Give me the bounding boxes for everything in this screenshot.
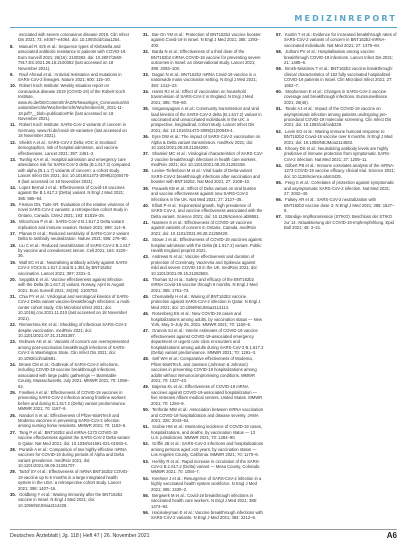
reference-text: Tartof SY et al.: Effectiveness of mRNA BNT162b2 COVID-19 vaccine up to 6 months in a large integrated health system in the USA: a retrospective cohort study. Lancet 2021; 398: 1407–16. xyxy=(18,469,129,491)
reference-text: Barda N et al.: Effectiveness of a third dose of the BNT162b2 mRNA COVID-19 vaccine for preventing severe outcomes in Israel: an observational study. Lancet 2021; 398: 2093–100. xyxy=(151,49,261,71)
reference-number: 23. xyxy=(10,339,16,345)
reference-text: Mlcochova P et al.: SARS-CoV-2 B.1.617.2 Delta variant replication and immune evasion. Nature 2021; 599: 114–9. xyxy=(18,219,127,230)
reference-text: Falsey AR et al.: SARS-CoV-2 neutralization with BNT162b2 vaccine dose 3. N Engl J Med 2021; 385: 1627–9. xyxy=(284,197,395,214)
reference-entry xyxy=(143,356,264,383)
reference-text: Scobie HM et al.: Monitoring incidence of COVID-19 cases, hospitalizations, and deaths, by vaccination status — 13 U.S. jurisdictions. MMWR 2021; 70: 1284–90. xyxy=(151,424,263,441)
reference-number: 21. xyxy=(10,294,16,299)
reference-text: Twohig KA et al.: Hospital admission and emergency care attendance risk for SARS-CoV-2 delta (B.1.617.2) compared with alpha (B.1.1.7) variants of concern: a cohort study. Lancet Infect Dis 2021; doi: 10.1016/S1473-3099(21)00475-8 (last accessed on 18 November 2021). xyxy=(18,156,130,184)
reference-entry xyxy=(143,89,264,105)
reference-entry xyxy=(10,44,131,71)
reference-entry xyxy=(10,260,131,276)
reference-number: 54. xyxy=(143,475,149,481)
reference-number: 45. xyxy=(143,294,149,299)
reference-entry xyxy=(143,493,264,509)
reference-entry xyxy=(143,407,264,423)
reference-entry xyxy=(143,134,264,150)
reference-entry xyxy=(143,510,264,521)
reference-number: 42. xyxy=(143,237,149,243)
reference-text: Khoury DS et al.: Neutralizing antibody levels are highly predictive of immune protection from symptomatic SARS-CoV-2 infection. Nat Med 2021; 27: 1205–11. xyxy=(284,145,391,162)
reference-entry xyxy=(143,384,264,406)
reference-text: Gilbert PB et al.: Immune correlates analysis of the mRNA-1273 COVID-19 vaccine efficacy clinical trial. Science 2021; doi: 10.1126/science.abm3425. xyxy=(284,163,395,179)
reference-list xyxy=(10,32,397,525)
reference-text: Chemaitelly H et al.: Waning of BNT162b2 vaccine protection against SARS-CoV-2 infection in Qatar. N Engl J Med 2021; doi: 10.1056/NEJMoa2114114. xyxy=(151,294,261,310)
reference-number: 13. xyxy=(10,156,16,162)
reference-number: 25. xyxy=(10,389,16,395)
reference-text: ssociated with severe coronavirus disease 2019. Clin Infect Dis 2021; 73: e4057–e4064. doi: 10.1093/cid/ciaa1254. xyxy=(18,32,130,43)
reference-text: Fowlkes A et al.: Effectiveness of COVID-19 vaccines in preventing SARS-CoV-2 infection among frontline workers before and during B.1.617.2 (Delta) variant predominance. MMWR 2021; 70: 1167–9. xyxy=(18,389,127,412)
reference-number: 48. xyxy=(143,356,149,362)
reference-number: 22. xyxy=(10,322,16,328)
reference-entry xyxy=(10,72,131,83)
reference-entry xyxy=(276,163,397,179)
reference-number: 18. xyxy=(10,242,16,248)
reference-number: 32. xyxy=(143,49,149,55)
reference-number: 44. xyxy=(143,276,149,282)
reference-text: Fisman DN, Tuite AR: Evaluation of the relative virulence of novel SARS-CoV-2 variants: a retrospective cohort study in Ontario, Canada. CMAJ 2021; 193: E1619–25. xyxy=(18,201,130,218)
section-label: MEDIZINREPORT xyxy=(294,14,397,23)
reference-number: 28. xyxy=(10,446,16,452)
reference-number: 14. xyxy=(10,184,16,190)
reference-entry xyxy=(276,49,397,65)
reference-text: Kustin T et al.: Evidence for increased breakthrough rates of SARS-CoV-2 variants of concern in BNT162b2-mRNA-vaccinated individuals. Nat Med 2021; 27: 1379–84. xyxy=(284,32,397,48)
reference-entry xyxy=(10,83,131,121)
reference-entry xyxy=(143,476,264,492)
reference-text: Grannis SJ et al.: Interim estimates of COVID-19 vaccine effectiveness against COVID-19-associated emergency department or urgent care clinic encounters and hospitalizations among adults during SARS-CoV-2 B.1.617.2 (Delta) variant predominance. MMWR 2021; 70: 1291–3. xyxy=(151,328,264,356)
reference-number: 58. xyxy=(276,49,282,55)
reference-entry xyxy=(143,32,264,48)
reference-text: Chia PY et al.: Virological and serological kinetics of SARS-CoV-2 Delta variant vaccine-breakthrough infections: a multi-center cohort study. Clin Microbiol Infect 2021; doi: 10.1016/j.cmi.2021.11.010 (last accessed on 18 November 2021). xyxy=(18,294,131,321)
reference-number: 10. xyxy=(10,83,16,89)
reference-text: Keehner J et al.: Resurgence of SARS-CoV-2 infection in a highly vaccinated health system workforce. N Engl J Med 2021; 385: 1330–2. xyxy=(151,475,262,492)
reference-text: Seppälä E et al.: Vaccine effectiveness against infection with the Delta (B.1.617.2) variant, Norway, April to August 2021. Euro Surveill 2021; 26(35): 2100793. xyxy=(18,276,125,293)
reference-text: Rosenberg ES et al.: New COVID-19 cases and hospitalizations among adults, by vaccination status — New York, May 3–July 25, 2021. MMWR 2021; 70: 1150–5. xyxy=(151,311,263,328)
reference-number: 38. xyxy=(143,168,149,174)
reference-text: Lopez Bernal J et al.: Effectiveness of Covid-19 vaccines against the B.1.617.2 (Delta) variant. N Engl J Med 2021; 385: 585–94. xyxy=(18,184,125,201)
reference-number: 35. xyxy=(143,106,149,112)
reference-text: Eyre DW et al.: The impact of SARS-CoV-2 vaccination on Alpha & Delta variant transmission. medRxiv 2021; doi: 10.1101/2021.09.28.21264260. xyxy=(151,134,261,151)
reference-number: 19. xyxy=(10,259,16,265)
reference-entry xyxy=(143,424,264,440)
reference-number: 47. xyxy=(143,328,149,334)
journal-citation: Deutsches Ärzteblatt | Jg. 118 | Heft 47 | 26. November 2021 xyxy=(10,533,150,539)
reference-number: 41. xyxy=(143,219,149,225)
reference-entry xyxy=(143,441,264,457)
reference-number: 17. xyxy=(10,230,16,236)
reference-number: 64. xyxy=(276,163,282,168)
reference-number: 65. xyxy=(276,180,282,186)
reference-entry xyxy=(143,254,264,276)
reference-entry xyxy=(143,237,264,253)
reference-entry xyxy=(143,203,264,219)
reference-number: 43. xyxy=(143,254,149,260)
reference-entry xyxy=(143,294,264,310)
reference-entry xyxy=(143,72,264,88)
reference-number: 34. xyxy=(143,88,149,94)
reference-text: Nanduri S et al.: Effectiveness of Pfizer-BioNTech and Moderna vaccines in preventing SARS-CoV-2 infection among nursing home residents. MMWR 2021; 70: 1163–6. xyxy=(18,412,127,429)
reference-text: Bajema KL et al.: Effectiveness of COVID-19 mRNA vaccines against COVID-19-associated hospitalization — five Veterans Affairs medical centers, United States. MMWR 2021; 70: 1294–9. xyxy=(151,384,263,406)
reference-number: 50. xyxy=(143,407,149,413)
reference-text: Puranik A et al.: Comparison of two highly-effective mRNA vaccines for COVID-19 during periods of Alpha and Delta variant prevalence. medRxiv 2021; doi: 10.1101/2021.08.06.21261707. xyxy=(18,446,127,469)
reference-text: Rauf Ahmad et al.: Antiviral resistance and mutations in SARS-CoV-2 lineages. Nature 2021; 600: 115–20. xyxy=(18,71,122,83)
reference-number: 15. xyxy=(10,201,16,207)
reference-entry xyxy=(10,413,131,429)
reference-entry xyxy=(276,180,397,196)
reference-text: Tenforde MW et al.: Association between mRNA vaccination and COVID-19 hospitalization and disease severity. JAMA 2021; 326: 2043–54. xyxy=(151,407,264,423)
reference-number: 53. xyxy=(143,458,149,464)
reference-number: 16. xyxy=(10,219,16,225)
reference-entry xyxy=(10,122,131,138)
reference-entry xyxy=(143,277,264,293)
reference-number: 11. xyxy=(10,122,16,128)
reference-text: Griffin JB et al.: SARS-CoV-2 infections and hospitalizations among persons aged ≥16 years, by vaccination status — Los Angeles County, California. MMWR 2021; 70: 1170–6. xyxy=(151,441,264,458)
reference-number: 46. xyxy=(143,311,149,317)
reference-text: Feng S et al.: Correlates of protection against symptomatic and asymptomatic SARS-CoV-2 infection. Nat Med 2021; 27: 2032–40. xyxy=(284,180,395,197)
reference-text: Bergwerk M et al.: Covid-19 breakthrough infections in vaccinated health care workers. N Engl J Med 2021; 385: 1474–84. xyxy=(151,492,258,509)
reference-entry xyxy=(143,168,264,184)
reference-text: Brosh-Nissimov T et al.: BNT162b2 vaccine breakthrough: clinical characteristics of 152 fully vaccinated hospitalized COVID-19 patients in Israel. Clin Microbiol Infect 2021; 27: 1652–7. xyxy=(284,66,394,88)
reference-entry xyxy=(143,311,264,327)
reference-number: 24. xyxy=(10,361,16,367)
page-number: A6 xyxy=(386,531,397,540)
reference-text: Tande AJ et al.: Impact of the COVID-19 vaccine on asymptomatic infection among patients undergoing pre-procedural COVID-19 molecular screening. Clin Infect Dis 2021; doi: 10.1093/cid/ciab229. xyxy=(284,106,392,128)
reference-number: 52. xyxy=(143,441,149,447)
reference-entry xyxy=(276,129,397,145)
reference-text: Robert Koch Institute: SARS-CoV-2 variants of concern in Germany. www.rki.de/covid-19-varianten (last accessed on 18 November 2021). xyxy=(18,122,127,139)
reference-entry xyxy=(10,294,131,321)
reference-text: Planas D et al.: Reduced sensitivity of SARS-CoV-2 variant Delta to antibody neutralization. Nature 2021; 596: 276–80. xyxy=(18,230,129,242)
reference-text: Pouwels KB et al.: Effect of Delta variant on viral burden and vaccine effectiveness against new SARS-CoV-2 infections in the UK. Nat Med 2021; 27: 2127–35. xyxy=(151,185,257,202)
reference-number: 61. xyxy=(276,106,282,112)
reference-entry xyxy=(143,220,264,236)
reference-number: 56. xyxy=(143,509,149,515)
reference-text: Robert Koch Institute: Weekly situation report on coronavirus disease 2019 (COVID-19) of the Robert Koch Institute, www.rki.de/DE/Content/InfAZ/N/Neuartiges_Coronavirus/Situationsberichte/Wochenbericht/Wochenbericht_2021-11-18.pdf?__blob=publicationFile (last accessed on 18 November 2021). xyxy=(18,83,129,122)
reference-text: Levin EG et al.: Waning immune humoral response to BNT162b2 Covid-19 vaccine over 6 months. N Engl J Med 2021; doi: 10.1056/NEJMoa2114583. xyxy=(284,128,393,145)
reference-text: Herlihy R et al.: Rapid increase in circulation of the SARS-CoV-2 B.1.617.2 (Delta) variant — Mesa County, Colorado. MMWR 2021; 70: 1084–7. xyxy=(151,458,261,475)
reference-number: 67. xyxy=(276,214,282,220)
reference-entry xyxy=(276,66,397,88)
reference-number: 33. xyxy=(143,71,149,77)
reference-text: Nasreen S et al.: Effectiveness of COVID-19 vaccines against variants of concern in Ontario, Canada. medRxiv 2021; doi: 10.1101/2021.06.28.21259420. xyxy=(151,219,256,236)
reference-number: 40. xyxy=(143,202,149,208)
reference-number: 9. xyxy=(10,71,14,77)
reference-entry xyxy=(143,459,264,475)
reference-number: 62. xyxy=(276,128,282,134)
reference-number: 12. xyxy=(10,139,16,145)
reference-text: Manuel R. Erb et al.: Sequence types of Klebsiella and associated antibiotic resistance in patients with COVID-19. Euro Surveill 2021; 26(16): 2100382. doi: 10.2807/1560-7917.ES.2021.26.16.2100382 (last accessed on 18 November 2021). xyxy=(18,43,127,71)
reference-text: Ständige Impfkommission (STIKO): Beschluss der STIKO zur 14. Aktualisierung der COVID-19-Impfempfehlung. Epid Bull 2021; 48: 3–21. xyxy=(284,214,394,231)
reference-entry xyxy=(143,328,264,355)
reference-entry xyxy=(10,219,131,230)
reference-entry xyxy=(276,32,397,48)
reference-entry xyxy=(10,140,131,156)
reference-entry xyxy=(276,89,397,105)
reference-text: Sheikh A et al.: SARS-CoV-2 Delta VOC in Scotland: demographics, risk of hospital admission, and vaccine effectiveness. Lancet 2021; 397: 2461–2. xyxy=(18,139,119,156)
reference-text: Juthani PV et al.: Hospitalisation among vaccine breakthrough COVID-19 infections. Lancet Infect Dis 2021; 21: 1485–6. xyxy=(284,49,394,66)
reference-number: 57. xyxy=(276,32,282,37)
reference-number: 8. xyxy=(10,43,14,49)
reference-number: 27. xyxy=(10,429,16,435)
reference-number: 39. xyxy=(143,185,149,191)
reference-text: Riemersma KK et al.: Shedding of infectious SARS-CoV-2 despite vaccination. medRxiv 2021; doi: 10.1101/2021.07.31.21261387. xyxy=(18,322,127,338)
reference-entry xyxy=(10,469,131,491)
reference-entry xyxy=(10,157,131,184)
reference-entry xyxy=(10,243,131,259)
reference-entry xyxy=(276,146,397,162)
reference-number: 31. xyxy=(143,32,149,37)
reference-entry xyxy=(10,362,131,389)
reference-entry xyxy=(276,106,397,128)
reference-entry xyxy=(10,185,131,201)
reference-entry xyxy=(10,202,131,218)
reference-number: 30. xyxy=(10,492,16,498)
reference-text: Self WH et al.: Comparative effectiveness of Moderna, Pfizer-BioNTech, and Janssen (Johnson & Johnson) vaccines in preventing COVID-19 hospitalizations among adults without immunocompromising conditions. MMWR 2021; 70: 1337–43. xyxy=(151,356,257,384)
reference-number: 26. xyxy=(10,412,16,418)
reference-text: Stephenson E et al.: Changes in SARS-CoV-2 vaccine coverage and breakthrough infections. Eurosurveillance 2021; 26(46). xyxy=(284,88,388,105)
reference-text: Brown CM et al.: Outbreak of SARS-CoV-2 infections, including COVID-19 vaccine breakthrough infections, associated with large public gatherings — Barnstable County, Massachusetts, July 2021. MMWR 2021; 70: 1059–62. xyxy=(18,361,130,389)
reference-entry xyxy=(10,390,131,412)
footer-divider xyxy=(10,529,397,530)
reference-number: 66. xyxy=(276,197,282,203)
reference-text: Singanayagam A et al.: Community transmission and viral load kinetics of the SARS-CoV-2 delta (B.1.617.2) variant in vaccinated and unvaccinated individuals in the UK: a prospective, longitudinal, cohort study. Lancet Infect Dis 2021; doi: 10.1016/S1473-3099(21)00648-4. xyxy=(151,106,262,133)
reference-entry xyxy=(276,197,397,213)
reference-text: Andrews N et al.: Vaccine effectiveness and duration of protection of Comirnaty, Vaxzevria and Spikevax against mild and severe COVID-19 in the UK. medRxiv 2021; doi: 10.1101/2021.09.15.21263583. xyxy=(151,254,258,276)
reference-entry xyxy=(143,106,264,133)
reference-number: 63. xyxy=(276,145,282,151)
reference-number: 60. xyxy=(276,88,282,94)
reference-entry xyxy=(143,151,264,167)
reference-text: Wall EC et al.: Neutralising antibody activity against SARS-CoV-2 VOCs B.1.617.2 and B.1.351 by BNT162b2 vaccination. Lancet 2021; 397: 2331–3. xyxy=(18,259,129,276)
reference-text: Goldberg Y et al.: Waning immunity after the BNT162b2 vaccine in Israel. N Engl J Med 2021; doi: 10.1056/NEJMoa2114228. xyxy=(18,492,123,508)
reference-text: Levine-Tiefenbrun M et al.: Viral loads of Delta-variant SARS-CoV-2 breakthrough infections after vaccination and booster with BNT162b2. Nat Med 2021; 27: 2108–10. xyxy=(151,168,260,185)
reference-number: 59. xyxy=(276,66,282,72)
reference-entry xyxy=(10,339,131,361)
reference-entry xyxy=(10,231,131,242)
reference-entry xyxy=(143,186,264,202)
reference-entry xyxy=(143,49,264,71)
reference-number: 55. xyxy=(143,492,149,498)
reference-entry xyxy=(10,322,131,338)
reference-entry xyxy=(10,447,131,469)
reference-number: 49. xyxy=(143,384,149,390)
reference-text: Tang P et al.: BNT162b2 and mRNA-1273 COVID-19 vaccine effectiveness against the SARS-CoV-2 Delta variant in Qatar. Nat Med 2021; doi: 10.1038/s41591-021-01583-4. xyxy=(18,429,130,446)
header-divider xyxy=(10,27,397,28)
reference-entry xyxy=(10,430,131,446)
reference-text: Liu C et al.: Reduced neutralization of SARS-CoV-2 B.1.617 by vaccine and convalescent serum. Cell 2021; 184: 4220–36. xyxy=(18,242,131,259)
reference-entry xyxy=(10,32,131,43)
reference-text: Shamier MC et al.: Virological characteristics of SARS-CoV-2 vaccine breakthrough infections in health care workers. medRxiv 2021; doi: 10.1101/2021.08.20.21262158. xyxy=(151,151,264,168)
reference-text: Harris RJ et al.: Effect of vaccination on household transmission of SARS-CoV-2 in England. N Engl J Med 2021; 385: 759–60. xyxy=(151,88,254,105)
reference-entry xyxy=(10,277,131,293)
reference-text: Bar-On YM et al.: Protection of BNT162b2 vaccine booster against Covid-19 in Israel. N Engl J Med 2021; 385: 1393–400. xyxy=(151,32,261,48)
reference-text: Stowe J et al.: Effectiveness of COVID-19 vaccines against hospital admission with the Delta (B.1.617.2) variant. Public Health England preprint 2021. xyxy=(151,237,262,253)
reference-text: Hacisuleyman E et al.: Vaccine breakthrough infections with SARS-CoV-2 variants. N Engl J Med 2021; 384: 2212–8. xyxy=(151,509,263,521)
reference-number: 51. xyxy=(143,424,149,430)
reference-text: Dagan N et al.: BNT162b2 mRNA Covid-19 vaccine in a nationwide mass vaccination setting. N Engl J Med 2021; 384: 1412–23. xyxy=(151,71,257,88)
reference-number: 37. xyxy=(143,151,149,157)
reference-text: McEwen AE et al.: Variants of concern are overrepresented among post-vaccination breakthrough infections of SARS-CoV-2 in Washington State. Clin Infect Dis 2021; doi: 10.1093/cid/ciab581. xyxy=(18,339,129,361)
reference-text: Elliott P et al.: Exponential growth, high prevalence of SARS-CoV-2, and vaccine effectiveness associated with the Delta variant. Science 2021; doi: 10.1126/science.abl9551. xyxy=(151,202,263,219)
reference-number: 36. xyxy=(143,134,149,140)
reference-text: Thomas SJ et al.: Safety and efficacy of the BNT162b2 mRNA Covid-19 vaccine through 6 months. N Engl J Med 2021; 385: 1761–73. xyxy=(151,276,258,293)
reference-number: 29. xyxy=(10,469,16,475)
reference-entry xyxy=(10,492,131,508)
reference-number: 20. xyxy=(10,276,16,282)
reference-entry xyxy=(276,214,397,230)
